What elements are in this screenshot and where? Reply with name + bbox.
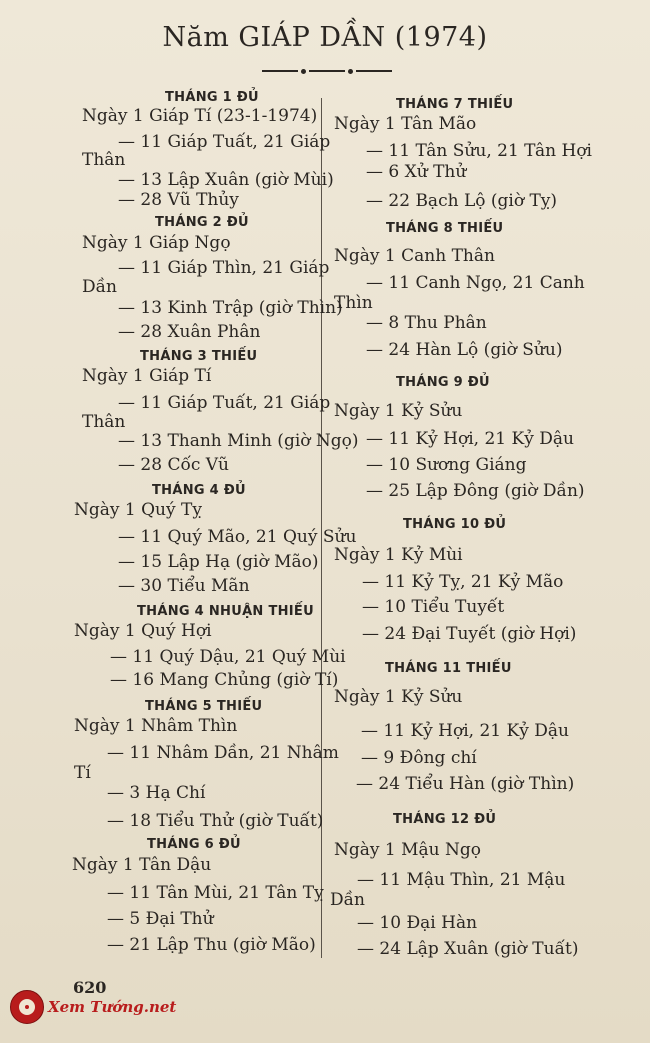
month-heading: THÁNG 10 ĐỦ bbox=[403, 517, 507, 532]
watermark-text: Xem Tướng.net bbox=[48, 998, 177, 1016]
entry-line: Ngày 1 Kỷ Sửu bbox=[334, 401, 463, 421]
watermark-logo bbox=[10, 990, 176, 1024]
entry-line: — 21 Lập Thu (giờ Mão) bbox=[107, 935, 316, 955]
entry-line: — 28 Xuân Phân bbox=[118, 322, 261, 342]
entry-line: — 13 Kinh Trập (giờ Thìn) bbox=[118, 298, 343, 318]
entry-line: — 11 Kỷ Hợi, 21 Kỷ Dậu bbox=[361, 721, 569, 741]
entry-line: — 11 Nhâm Dần, 21 Nhâm bbox=[107, 743, 339, 763]
entry-line: — 10 Sương Giáng bbox=[366, 455, 527, 475]
entry-line: — 22 Bạch Lộ (giờ Tỵ) bbox=[366, 191, 558, 211]
entry-line: Ngày 1 Canh Thân bbox=[334, 246, 495, 266]
entry-line: Ngày 1 Quý Tỵ bbox=[74, 500, 202, 520]
entry-line: — 11 Quý Mão, 21 Quý Sửu bbox=[118, 527, 357, 547]
month-heading: THÁNG 3 THIẾU bbox=[140, 349, 258, 364]
entry-line: — 18 Tiểu Thử (giờ Tuất) bbox=[107, 811, 324, 831]
entry-line: — 11 Canh Ngọ, 21 Canh bbox=[366, 273, 585, 293]
entry-line: Thân bbox=[82, 150, 126, 170]
entry-line: — 11 Kỷ Hợi, 21 Kỷ Dậu bbox=[366, 429, 574, 449]
entry-line: Ngày 1 Tân Mão bbox=[334, 114, 477, 134]
entry-line: — 11 Giáp Tuất, 21 Giáp bbox=[118, 132, 331, 152]
entry-line: — 11 Kỷ Tỵ, 21 Kỷ Mão bbox=[362, 572, 564, 592]
month-heading: THÁNG 1 ĐỦ bbox=[165, 90, 259, 105]
entry-line: Dần bbox=[82, 277, 117, 297]
month-heading: THÁNG 11 THIẾU bbox=[385, 661, 512, 676]
entry-line: — 24 Đại Tuyết (giờ Hợi) bbox=[362, 624, 577, 644]
entry-line: Dần bbox=[330, 890, 365, 910]
entry-line: Thân bbox=[82, 412, 126, 432]
entry-line: — 11 Mậu Thìn, 21 Mậu bbox=[357, 870, 566, 890]
page-title: Năm GIÁP DẦN (1974) bbox=[162, 22, 488, 53]
entry-line: — 5 Đại Thử bbox=[107, 909, 214, 929]
entry-line: — 30 Tiểu Mãn bbox=[118, 576, 250, 596]
entry-line: Ngày 1 Quý Hợi bbox=[74, 621, 212, 641]
entry-line: — 6 Xử Thử bbox=[366, 162, 467, 182]
page-number: 620 bbox=[73, 978, 107, 997]
entry-line: — 10 Đại Hàn bbox=[357, 913, 478, 933]
month-heading: THÁNG 8 THIẾU bbox=[386, 221, 504, 236]
entry-line: — 28 Vũ Thủy bbox=[118, 190, 239, 210]
entry-line: Ngày 1 Kỷ Sửu bbox=[334, 687, 463, 707]
entry-line: — 25 Lập Đông (giờ Dần) bbox=[366, 481, 585, 501]
entry-line: — 24 Hàn Lộ (giờ Sửu) bbox=[366, 340, 563, 360]
month-heading: THÁNG 7 THIẾU bbox=[396, 97, 514, 112]
entry-line: — 3 Hạ Chí bbox=[107, 783, 206, 803]
entry-line: Thìn bbox=[334, 293, 373, 313]
entry-line: — 24 Lập Xuân (giờ Tuất) bbox=[357, 939, 579, 959]
entry-line: Ngày 1 Mậu Ngọ bbox=[334, 840, 482, 860]
month-heading: THÁNG 12 ĐỦ bbox=[393, 812, 497, 827]
month-heading: THÁNG 2 ĐỦ bbox=[155, 215, 249, 230]
entry-line: — 10 Tiểu Tuyết bbox=[362, 597, 505, 617]
yin-yang-icon bbox=[10, 990, 44, 1024]
month-heading: THÁNG 5 THIẾU bbox=[145, 699, 263, 714]
entry-line: — 13 Thanh Minh (giờ Ngọ) bbox=[118, 431, 359, 451]
title-ornament bbox=[262, 68, 392, 74]
entry-line: Ngày 1 Giáp Tí (23-1-1974) bbox=[82, 106, 318, 126]
entry-line: — 11 Tân Sửu, 21 Tân Hợi bbox=[366, 141, 592, 161]
entry-line: — 11 Giáp Thìn, 21 Giáp bbox=[118, 258, 330, 278]
entry-line: — 11 Giáp Tuất, 21 Giáp bbox=[118, 393, 331, 413]
entry-line: Tí bbox=[74, 763, 91, 783]
month-heading: THÁNG 9 ĐỦ bbox=[396, 375, 490, 390]
entry-line: Ngày 1 Giáp Tí bbox=[82, 366, 212, 386]
entry-line: — 8 Thu Phân bbox=[366, 313, 487, 333]
month-heading: THÁNG 6 ĐỦ bbox=[147, 837, 241, 852]
entry-line: — 16 Mang Chủng (giờ Tí) bbox=[110, 670, 339, 690]
entry-line: — 24 Tiểu Hàn (giờ Thìn) bbox=[356, 774, 575, 794]
entry-line: — 13 Lập Xuân (giờ Mùi) bbox=[118, 170, 334, 190]
entry-line: — 11 Tân Mùi, 21 Tân Tỵ bbox=[107, 883, 324, 903]
month-heading: THÁNG 4 NHUẬN THIẾU bbox=[137, 604, 314, 619]
entry-line: — 15 Lập Hạ (giờ Mão) bbox=[118, 552, 319, 572]
entry-line: — 28 Cốc Vũ bbox=[118, 455, 229, 475]
entry-line: Ngày 1 Kỷ Mùi bbox=[334, 545, 463, 565]
entry-line: — 9 Đông chí bbox=[361, 748, 477, 768]
month-heading: THÁNG 4 ĐỦ bbox=[152, 483, 246, 498]
entry-line: Ngày 1 Tân Dậu bbox=[72, 855, 212, 875]
entry-line: Ngày 1 Giáp Ngọ bbox=[82, 233, 231, 253]
entry-line: — 11 Quý Dậu, 21 Quý Mùi bbox=[110, 647, 346, 667]
entry-line: Ngày 1 Nhâm Thìn bbox=[74, 716, 238, 736]
